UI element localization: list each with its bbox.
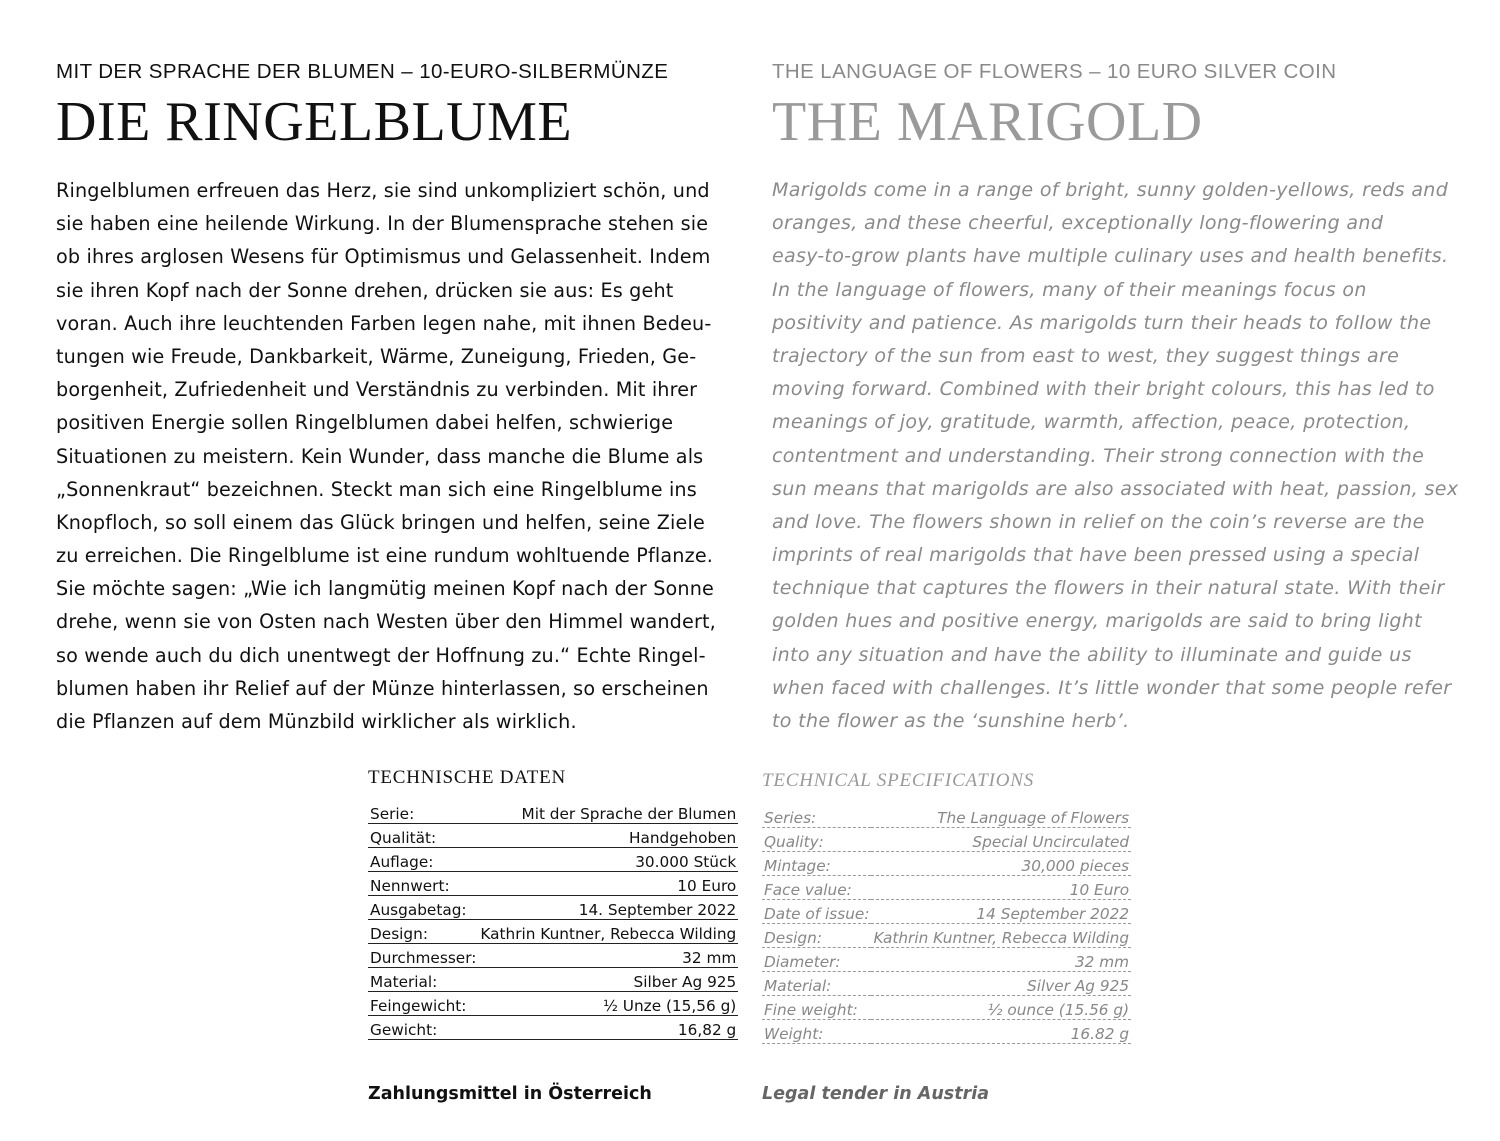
spec-row <box>762 924 1131 948</box>
body-line: and love. The flowers shown in relief on the coin’s reverse are the <box>772 510 1425 533</box>
body-line: ob ihres arglosen Wesens für Optimismus und Gelassenheit. Indem <box>56 245 711 269</box>
body-line: easy-to-grow plants have multiple culinary uses and health benefits. <box>772 245 1449 268</box>
spec-value: Silber Ag 925 <box>478 968 738 992</box>
body-line: sie haben eine heilende Wirkung. In der Blumensprache stehen sie <box>56 212 709 236</box>
german-series-kicker: MIT DER SPRACHE DER BLUMEN – 10-EURO-SILBERMÜNZE <box>56 60 669 83</box>
spec-value: Kathrin Kuntner, Rebecca Wilding <box>478 920 738 944</box>
spec-label: Design: <box>762 924 871 948</box>
spec-value: 32 mm <box>871 948 1131 972</box>
spec-label: Series: <box>762 804 871 828</box>
body-line: sun means that marigolds are also associated with heat, passion, sex <box>772 477 1459 500</box>
spec-value: Kathrin Kuntner, Rebecca Wilding <box>871 924 1131 948</box>
spec-label: Date of issue: <box>762 900 871 924</box>
spec-value: Silver Ag 925 <box>871 972 1131 996</box>
body-line: positiven Energie sollen Ringelblumen dabei helfen, schwierige <box>56 411 674 435</box>
spec-value: 14. September 2022 <box>478 896 738 920</box>
spec-value: The Language of Flowers <box>871 804 1131 828</box>
spec-row <box>762 900 1131 924</box>
spec-label: Material: <box>368 968 478 992</box>
body-line: to the flower as the ‘sunshine herb’. <box>772 710 1130 732</box>
spec-value: ½ Unze (15,56 g) <box>478 992 738 1016</box>
body-line: blumen haben ihr Relief auf der Münze hinterlassen, so erscheinen <box>56 676 709 700</box>
body-line: meanings of joy, gratitude, warmth, affection, peace, protection, <box>772 411 1411 434</box>
spec-row <box>368 800 738 824</box>
body-line: contentment and understanding. Their strong connection with the <box>772 444 1425 467</box>
body-line: Situationen zu meistern. Kein Wunder, dass manche die Blume als <box>56 444 704 468</box>
spec-label: Durchmesser: <box>368 944 478 968</box>
body-line: die Pflanzen auf dem Münzbild wirklicher als wirklich. <box>56 710 577 733</box>
spec-label: Weight: <box>762 1020 871 1044</box>
spec-row <box>368 872 738 896</box>
spec-label: Design: <box>368 920 478 944</box>
body-line: moving forward. Combined with their bright colours, this has led to <box>772 378 1435 401</box>
spec-row <box>368 848 738 872</box>
german-legal-tender: Zahlungsmittel in Österreich <box>368 1084 652 1104</box>
english-body-text <box>772 174 1458 738</box>
body-line: Ringelblumen erfreuen das Herz, sie sind unkompliziert schön, und <box>56 179 710 202</box>
spec-row <box>762 996 1131 1020</box>
spec-label: Face value: <box>762 876 871 900</box>
spec-label: Mintage: <box>762 852 871 876</box>
spec-value: 30,000 pieces <box>871 852 1131 876</box>
body-line: positivity and patience. As marigolds turn their heads to follow the <box>772 311 1432 334</box>
spec-label: Quality: <box>762 828 871 852</box>
body-line: tungen wie Freude, Dankbarkeit, Wärme, Zuneigung, Frieden, Ge- <box>56 344 697 368</box>
body-line: so wende auch du dich unentwegt der Hoffnung zu.“ Echte Ringel- <box>56 643 706 667</box>
spec-row <box>762 948 1131 972</box>
spec-row <box>368 968 738 992</box>
body-line: into any situation and have the ability to illuminate and guide us <box>772 643 1412 666</box>
spec-value: 14 September 2022 <box>871 900 1131 924</box>
body-line: „Sonnenkraut“ bezeichnen. Steckt man sich eine Ringelblume ins <box>56 477 697 501</box>
spec-row <box>762 1020 1131 1044</box>
spec-row <box>762 876 1131 900</box>
body-line: golden hues and positive energy, marigolds are said to bring light <box>772 610 1422 633</box>
spec-row <box>368 896 738 920</box>
body-line: voran. Auch ihre leuchtenden Farben legen nahe, mit ihnen Bedeu- <box>56 311 712 335</box>
spec-label: Ausgabetag: <box>368 896 478 920</box>
spec-label: Qualität: <box>368 824 478 848</box>
spec-row <box>368 992 738 1016</box>
spec-row <box>762 972 1131 996</box>
spec-row <box>368 944 738 968</box>
body-line: Marigolds come in a range of bright, sunny golden-yellows, reds and <box>772 179 1449 201</box>
spec-row <box>762 852 1131 876</box>
spec-row <box>368 1016 738 1040</box>
spec-value: 32 mm <box>478 944 738 968</box>
english-spec-section <box>762 767 1130 1044</box>
spec-row <box>368 920 738 944</box>
spec-value: 30.000 Stück <box>478 848 738 872</box>
body-line: oranges, and these cheerful, exceptionally long-flowering and <box>772 212 1384 235</box>
spec-label: Diameter: <box>762 948 871 972</box>
english-spec-title: TECHNICAL SPECIFICATIONS <box>762 770 1035 791</box>
body-line: drehe, wenn sie von Osten nach Westen über den Himmel wandert, <box>56 610 716 634</box>
body-line: imprints of real marigolds that have been pressed using a special <box>772 544 1420 567</box>
spec-value: 10 Euro <box>871 876 1131 900</box>
spec-value: Handgehoben <box>478 824 738 848</box>
body-line: zu erreichen. Die Ringelblume ist eine rundum wohltuende Pflanze. <box>56 544 714 568</box>
body-line: Knopfloch, so soll einem das Glück bringen und helfen, seine Ziele <box>56 510 705 534</box>
german-body-text <box>56 174 716 738</box>
spec-value: Special Uncirculated <box>871 828 1131 852</box>
german-title: DIE RINGELBLUME <box>56 91 573 153</box>
body-line: when faced with challenges. It’s little wonder that some people refer <box>772 676 1452 699</box>
german-spec-table <box>368 800 738 1040</box>
english-spec-table <box>762 803 1131 1044</box>
body-line: trajectory of the sun from east to west, they suggest things are <box>772 344 1400 367</box>
spec-label: Material: <box>762 972 871 996</box>
spec-label: Feingewicht: <box>368 992 478 1016</box>
body-line: sie ihren Kopf nach der Sonne drehen, drücken sie aus: Es geht <box>56 278 674 302</box>
spec-row <box>762 804 1131 828</box>
body-line: Sie möchte sagen: „Wie ich langmütig meinen Kopf nach der Sonne <box>56 577 714 601</box>
english-title: THE MARIGOLD <box>772 91 1203 153</box>
spec-label: Gewicht: <box>368 1016 478 1040</box>
spec-value: Mit der Sprache der Blumen <box>478 800 738 824</box>
spec-value: 10 Euro <box>478 872 738 896</box>
spec-label: Nennwert: <box>368 872 478 896</box>
body-line: borgenheit, Zufriedenheit und Verständnis zu verbinden. Mit ihrer <box>56 378 698 402</box>
german-spec-title: TECHNISCHE DATEN <box>368 767 567 788</box>
body-line: technique that captures the flowers in their natural state. With their <box>772 577 1445 600</box>
spec-value: 16,82 g <box>478 1016 738 1040</box>
spec-label: Auflage: <box>368 848 478 872</box>
spec-label: Serie: <box>368 800 478 824</box>
spec-label: Fine weight: <box>762 996 871 1020</box>
english-legal-tender: Legal tender in Austria <box>762 1084 990 1104</box>
english-series-kicker: THE LANGUAGE OF FLOWERS – 10 EURO SILVER COIN <box>772 60 1337 83</box>
german-spec-section <box>368 764 737 1040</box>
spec-value: ½ ounce (15.56 g) <box>871 996 1131 1020</box>
spec-row <box>762 828 1131 852</box>
body-line: In the language of flowers, many of their meanings focus on <box>772 278 1367 301</box>
spec-row <box>368 824 738 848</box>
spec-value: 16.82 g <box>871 1020 1131 1044</box>
